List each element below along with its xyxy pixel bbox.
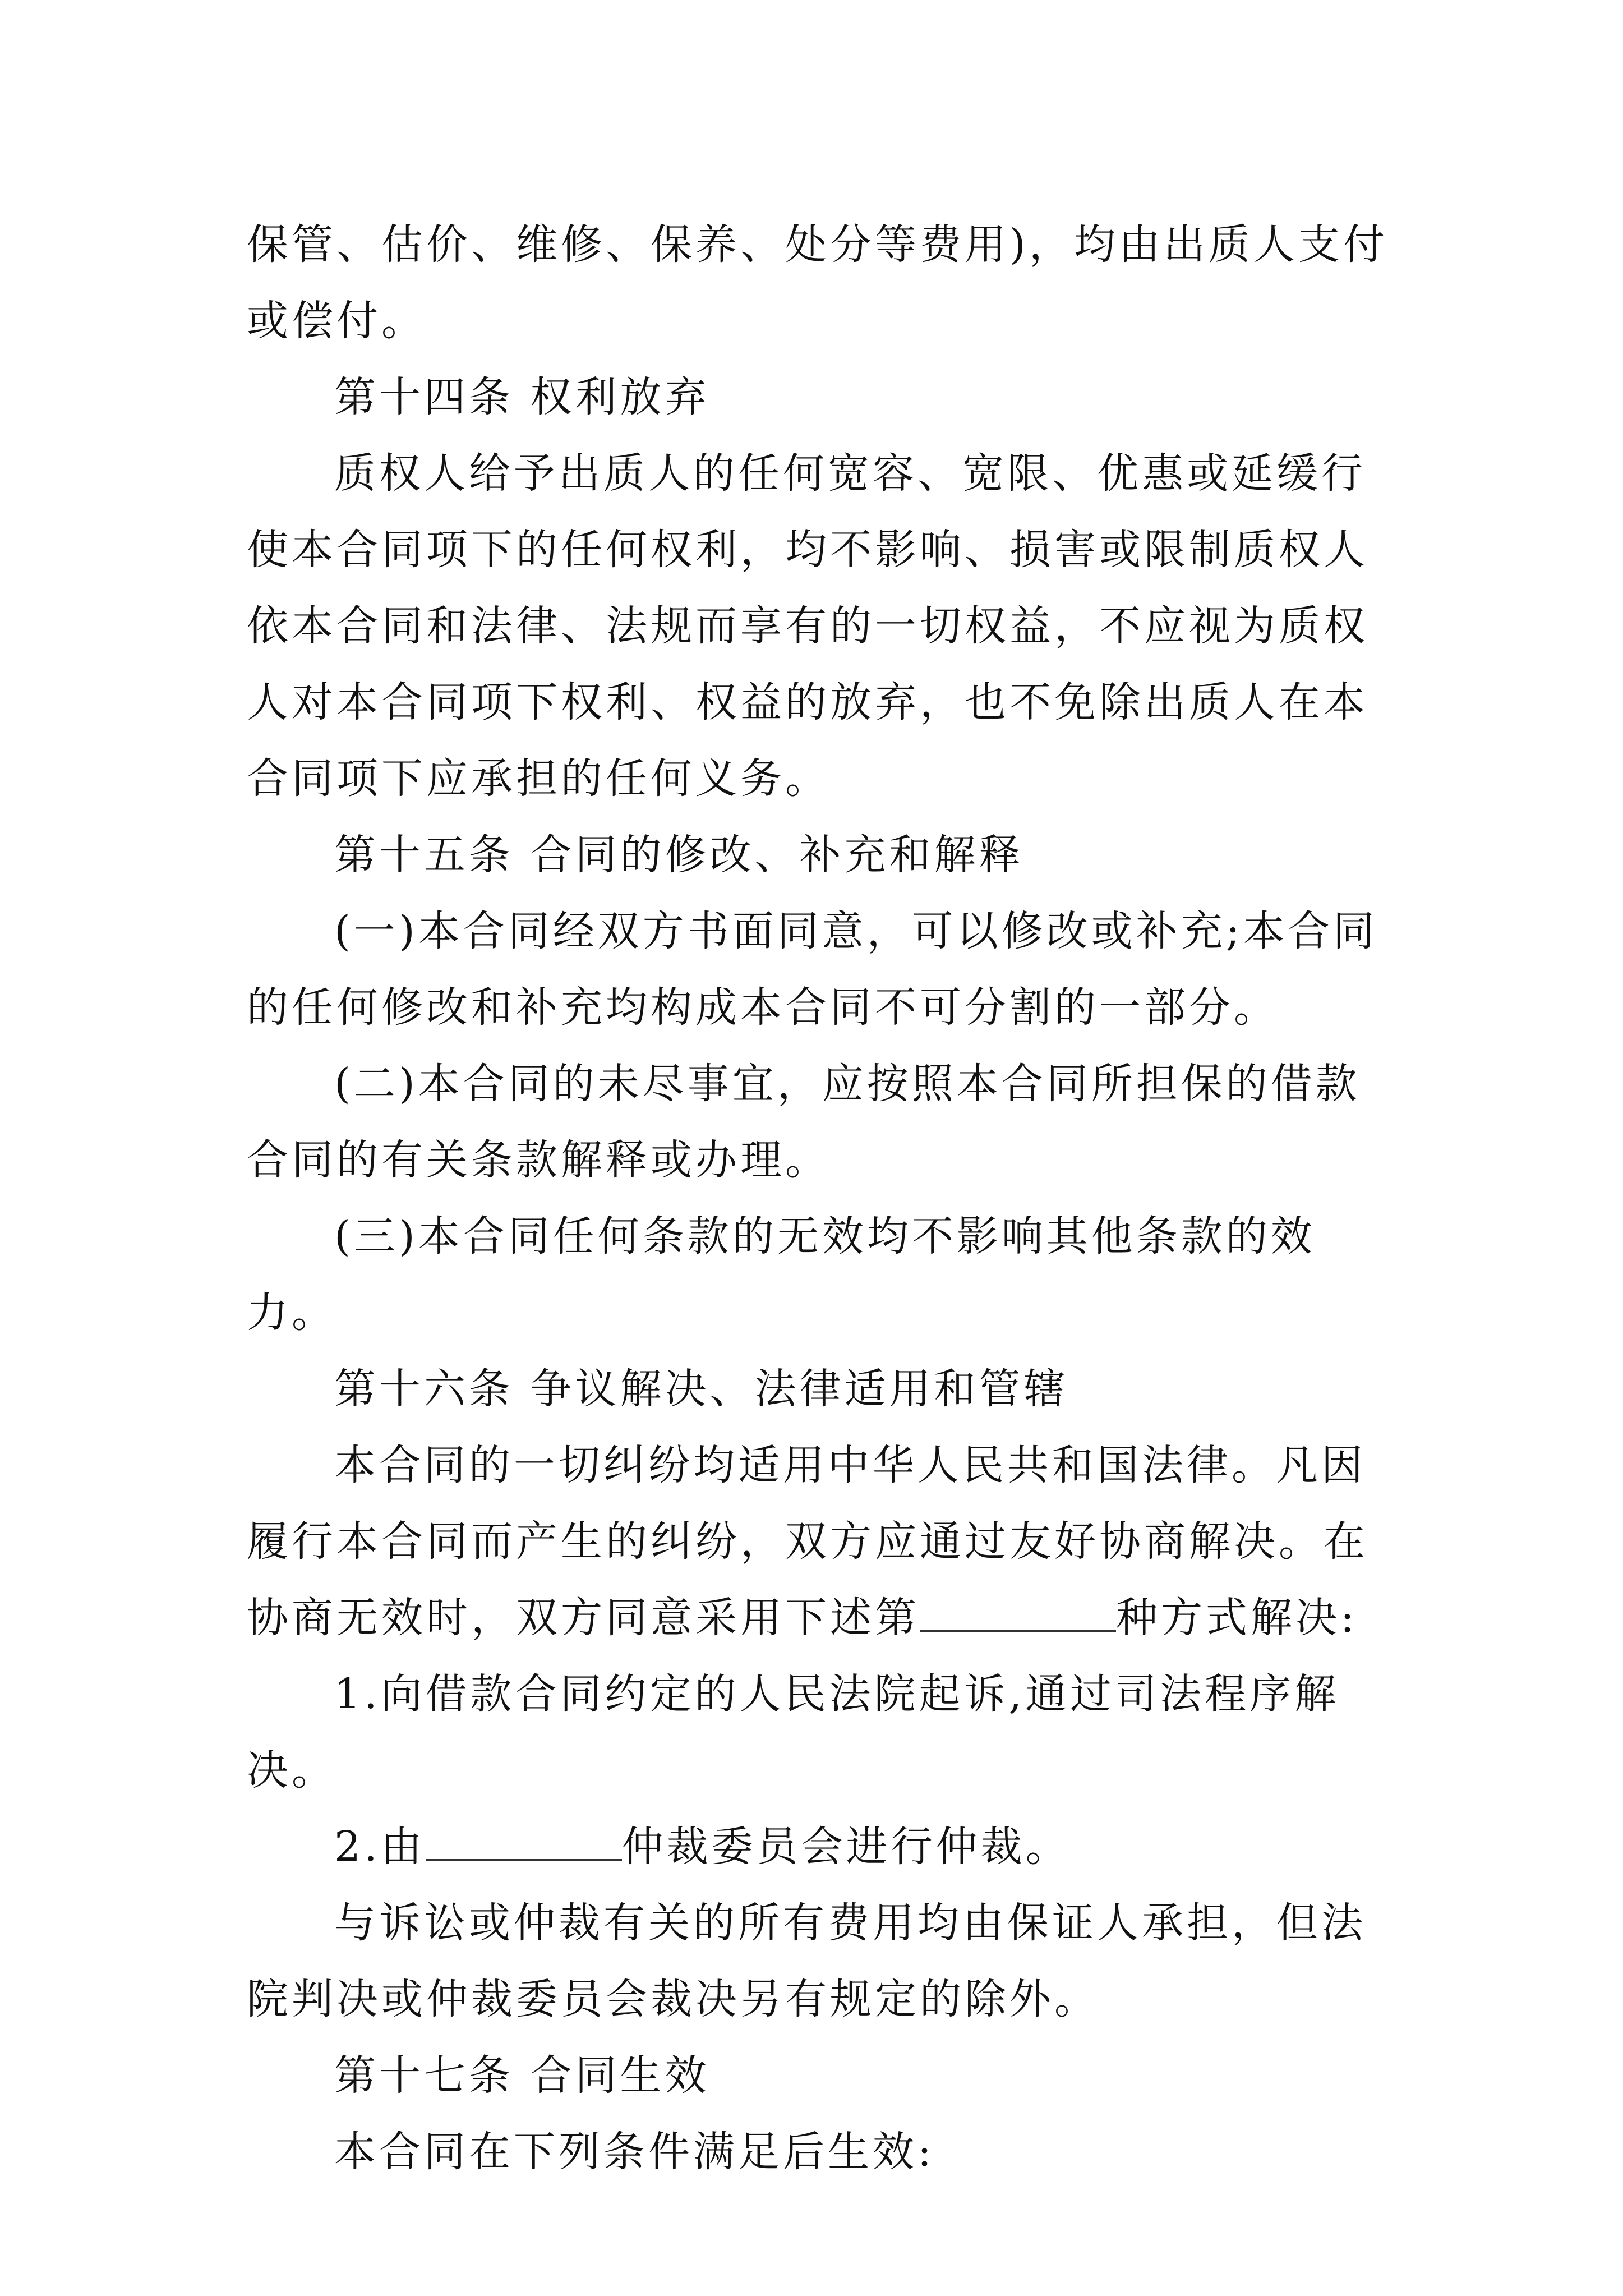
dispute-text-before: 本合同的一切纠纷均适用中华人民共和国法律。凡因履行本合同而产生的纠纷，双方应通过友好协商解决。在协商无效时，双方同意采用下述第 [247, 1441, 1368, 1642]
heading-article-15: 第十五条 合同的修改、补充和解释 [334, 831, 1024, 879]
paragraph-litigation-costs: 与诉讼或仲裁有关的所有费用均由保证人承担，但法院判决或仲裁委员会裁决另有规定的除外。 [247, 1899, 1366, 2023]
heading-article-14: 第十四条 权利放弃 [334, 373, 710, 421]
paragraph-dispute-resolution [247, 1427, 1391, 1656]
paragraph-amendment-3: (三)本合同任何条款的无效均不影响其他条款的效力。 [247, 1212, 1316, 1337]
paragraph-fee-continuation: 保管、估价、维修、保养、处分等费用)，均由出质人支付或偿付。 [247, 220, 1388, 345]
dispute-text-after: 种方式解决: [1116, 1594, 1358, 1642]
paragraph-amendment-2: (二)本合同的未尽事宜，应按照本合同所担保的借款合同的有关条款解释或办理。 [247, 1060, 1361, 1184]
paragraph-waiver: 质权人给予出质人的任何宽容、宽限、优惠或延缓行使本合同项下的任何权利，均不影响、损害或限制质权人依本合同和法律、法规而享有的一切权益，不应视为质权人对本合同项下权利、权益的放弃，也不免除出质人在本合同项下应承担的任何义务。 [247, 449, 1368, 803]
arbitration-text-after: 仲裁委员会进行仲裁。 [621, 1823, 1071, 1871]
heading-article-17: 第十七条 合同生效 [334, 2051, 710, 2100]
paragraph-effectiveness: 本合同在下列条件满足后生效: [334, 2128, 935, 2176]
paragraph-amendment-1: (一)本合同经双方书面同意，可以修改或补充;本合同的任何修改和补充均构成本合同不可分割的一部分。 [247, 907, 1378, 1032]
method-number-blank [920, 1595, 1116, 1632]
arbitration-committee-blank [426, 1824, 622, 1861]
arbitration-text-before: 2.由 [334, 1823, 426, 1871]
heading-article-16: 第十六条 争议解决、法律适用和管辖 [334, 1365, 1069, 1413]
option-court: 1.向借款合同约定的人民法院起诉,通过司法程序解决。 [247, 1670, 1340, 1795]
document-body [247, 206, 1391, 2190]
option-arbitration [247, 1809, 1391, 1885]
